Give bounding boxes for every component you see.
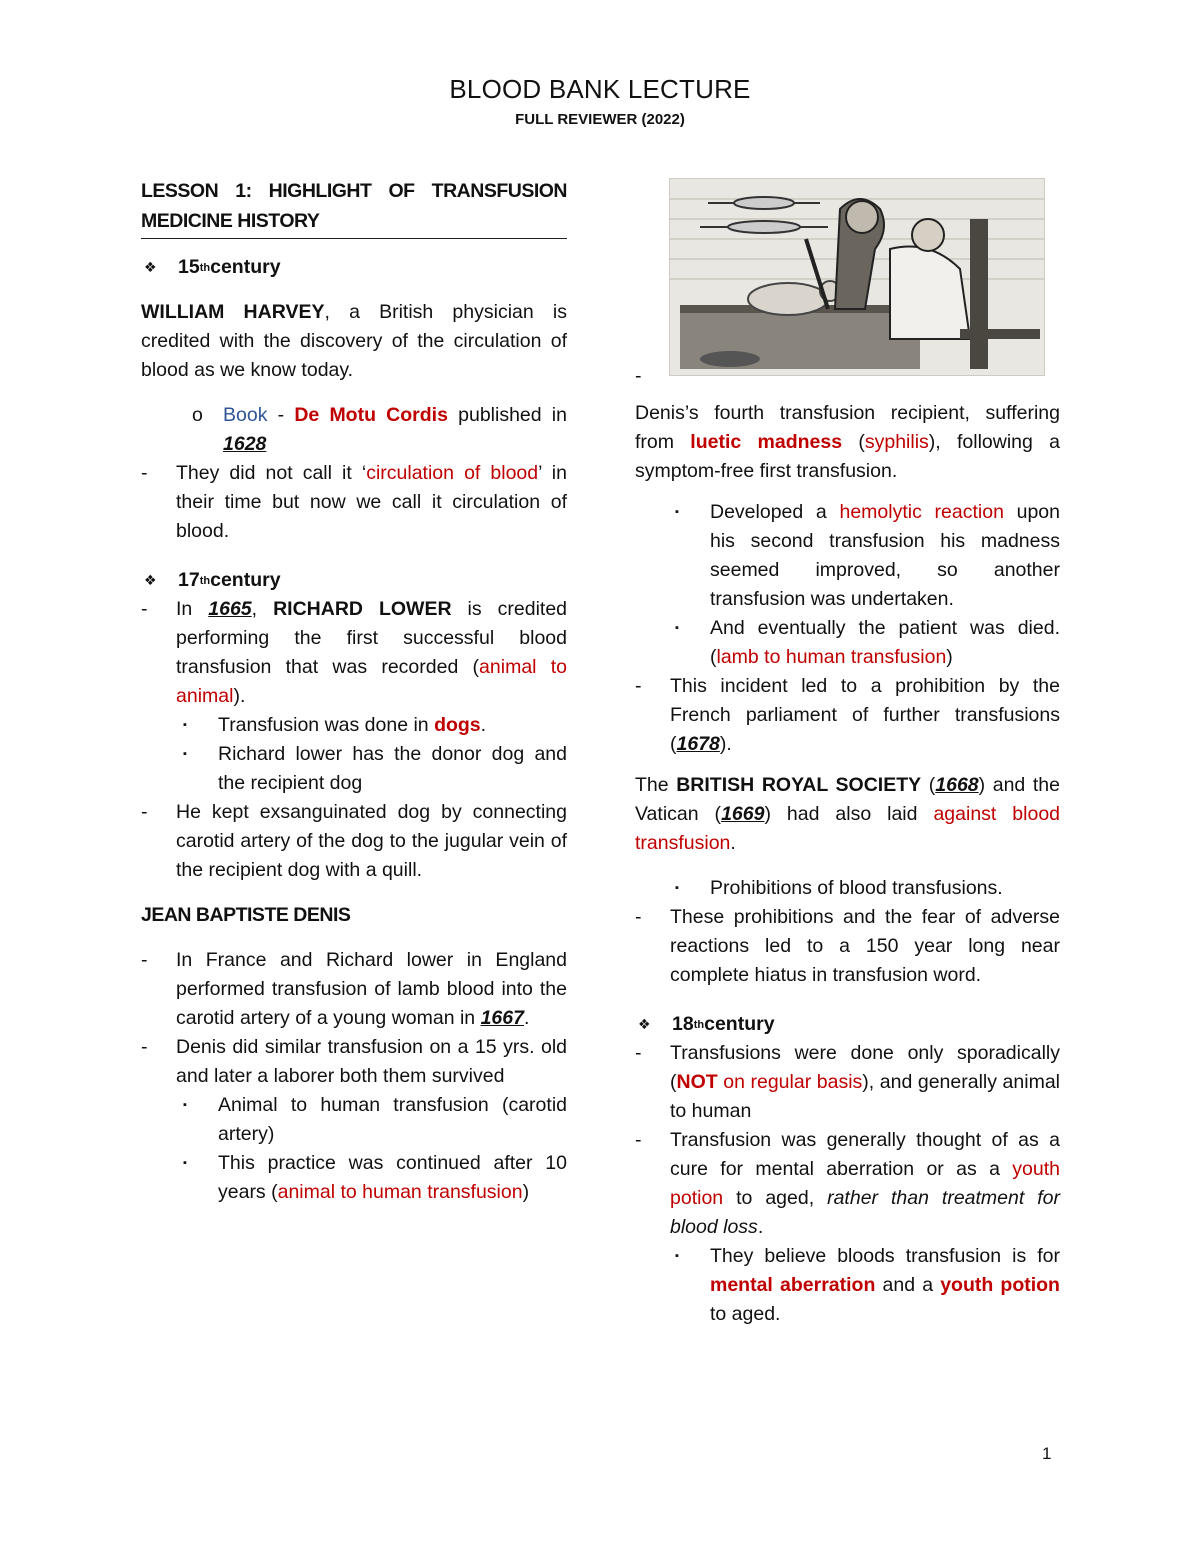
diamond-bullet-icon: ❖ [638, 1016, 651, 1032]
dogs-item [183, 711, 567, 740]
historical-transfusion-illustration [669, 178, 1045, 376]
right-column [635, 176, 1060, 1329]
thought-highlight: youth potion [670, 1158, 1060, 1209]
fear-item [635, 903, 1060, 990]
lower-pre: In [176, 598, 209, 620]
call-item [141, 459, 567, 546]
century-18-heading: ❖ 18 th century [635, 1010, 1060, 1039]
sporadic-item [635, 1039, 1060, 1126]
donor-text: Richard lower has the donor dog and the recipient dog [218, 743, 567, 794]
lower-name: RICHARD LOWER [273, 598, 452, 620]
lower-year: 1665 [208, 598, 252, 620]
incident-text [670, 672, 1060, 759]
book-year: 1628 [223, 433, 267, 455]
engraving-image [670, 179, 1044, 375]
a2h-text: Animal to human transfusion (carotid artery) [218, 1094, 567, 1145]
hemo-pre: Developed a [710, 501, 840, 523]
hemo-post: upon his second transfusion his madness seemed improved, so another transfusion was undertaken. [710, 501, 1060, 610]
call-highlight: circulation of blood [366, 462, 539, 484]
denis-heading: JEAN BAPTISTE DENIS [141, 904, 351, 926]
dogs-highlight: dogs [434, 714, 481, 736]
harvey-text: , a British physician is credited with the discovery of the circulation of blood as we know today. [141, 301, 567, 381]
sporadic-not: NOT [676, 1071, 718, 1093]
practice-post: ) [522, 1181, 530, 1203]
circle-bullet-icon: o [192, 404, 203, 426]
died-post: ) [946, 646, 953, 668]
france-year: 1667 [480, 1007, 524, 1029]
thought-text [670, 1126, 1060, 1242]
dash-bullet-icon: - [635, 675, 642, 697]
page-number: 1 [1042, 1444, 1052, 1463]
dash-bullet-icon: - [141, 598, 148, 620]
book-published: published in [447, 404, 567, 426]
prohib-item [675, 874, 1060, 903]
believe-text [710, 1242, 1060, 1329]
call-text [176, 459, 567, 546]
thought-pre: Transfusion was generally thought of as a cure for mental aberration or as a [670, 1129, 1060, 1180]
believe-item [675, 1242, 1060, 1329]
sporadic-highlight: on regular basis [717, 1071, 863, 1093]
dash-bullet-icon: - [141, 462, 148, 484]
call-post: ’ in their time but now we call it circulation of blood. [176, 462, 567, 542]
fourth-highlight: syphilis [864, 431, 929, 453]
book-label: Book [223, 404, 268, 426]
died-item [675, 614, 1060, 672]
thought-item [635, 1126, 1060, 1242]
book-title: De Motu Cordis [294, 404, 448, 426]
harvey-paragraph [141, 298, 567, 385]
believe-mid: and a [875, 1274, 941, 1296]
france-text [176, 946, 567, 1033]
society-year2: 1669 [721, 803, 765, 825]
document-subtitle: FULL REVIEWER (2022) [515, 111, 685, 128]
believe-highlight-2: youth potion [940, 1274, 1060, 1296]
square-bullet-icon: ▪ [183, 719, 187, 731]
france-pre: In France and Richard lower in England performed transfusion of lamb blood into the carotid artery of a young woman in [176, 949, 567, 1029]
left-column [141, 176, 567, 1207]
image-dash: - [635, 365, 642, 387]
sporadic-post: ), and generally animal to human [670, 1071, 1060, 1122]
dash-bullet-icon: - [635, 906, 642, 928]
thought-mid: to aged, [723, 1187, 828, 1209]
society-year1: 1668 [935, 774, 979, 796]
harvey-name: WILLIAM HARVEY [141, 301, 325, 323]
century-number: 17 [178, 569, 200, 591]
lower-mid: , [251, 598, 274, 620]
died-pre: And eventually the patient was died. ( [710, 617, 1060, 668]
france-item [141, 946, 567, 1033]
thought-italic: rather than treatment for blood loss [670, 1187, 1060, 1238]
book-text [223, 401, 567, 459]
century-number: 18 [672, 1013, 694, 1035]
kept-item [141, 798, 567, 885]
square-bullet-icon: ▪ [675, 882, 679, 894]
dash-bullet-icon: - [141, 801, 148, 823]
society-mid3: ) had also laid [764, 803, 934, 825]
hemo-highlight: hemolytic reaction [839, 501, 1004, 523]
century-word: century [704, 1013, 775, 1035]
dogs-text [218, 711, 567, 740]
a2h-item [183, 1091, 567, 1149]
society-name: BRITISH ROYAL SOCIETY [676, 774, 922, 796]
fourth-mid: ( [842, 431, 865, 453]
century-word: century [210, 569, 281, 591]
society-highlight: against blood transfusion [635, 803, 1061, 854]
fourth-pre: Denis’s fourth transfusion recipient, suffering from [635, 402, 1060, 453]
lower-highlight: animal to animal [176, 656, 568, 707]
lower-post: ). [233, 685, 246, 707]
book-item [192, 401, 567, 459]
incident-pre: This incident led to a prohibition by the French parliament of further transfusions ( [670, 675, 1060, 755]
dash-bullet-icon: - [141, 949, 148, 971]
died-text [710, 614, 1060, 672]
dogs-post: . [480, 714, 487, 736]
practice-text [218, 1149, 567, 1207]
practice-highlight: animal to human transfusion [277, 1181, 523, 1203]
similar-text: Denis did similar transfusion on a 15 yrs. old and later a laborer both them survived [176, 1036, 567, 1087]
practice-pre: This practice was continued after 10 years ( [218, 1152, 567, 1203]
died-highlight: lamb to human transfusion [716, 646, 947, 668]
similar-item [141, 1033, 567, 1091]
century-word: century [210, 256, 281, 278]
society-post: . [730, 832, 736, 854]
believe-pre: They believe bloods transfusion is for [710, 1245, 1060, 1267]
society-pre: The [635, 774, 677, 796]
fourth-post: ), following a symptom-free first transfusion. [635, 431, 1061, 482]
sporadic-text [670, 1039, 1060, 1126]
century-15-heading: ❖ 15 th century [141, 253, 567, 282]
century-17-heading: ❖ 17 th century [141, 566, 567, 595]
lower-text [176, 595, 567, 711]
dogs-pre: Transfusion was done in [218, 714, 435, 736]
sporadic-pre: Transfusions were done only sporadically ( [670, 1042, 1060, 1093]
lower-body: is credited performing the first successful blood transfusion that was recorded ( [176, 598, 568, 678]
square-bullet-icon: ▪ [675, 622, 679, 634]
society-mid2: ) and the Vatican ( [635, 774, 1060, 825]
square-bullet-icon: ▪ [675, 506, 679, 518]
incident-item [635, 672, 1060, 759]
hemo-text [710, 498, 1060, 614]
square-bullet-icon: ▪ [183, 1099, 187, 1111]
dash-bullet-icon: - [635, 1042, 642, 1064]
fourth-highlight-bold: luetic madness [690, 431, 843, 453]
believe-post: to aged. [710, 1303, 781, 1325]
prohib-text: Prohibitions of blood transfusions. [710, 877, 1003, 899]
lesson-heading: LESSON 1: HIGHLIGHT OF TRANSFUSION MEDICINE HISTORY [141, 176, 567, 239]
france-post: . [523, 1007, 530, 1029]
lower-item [141, 595, 567, 711]
incident-post: ). [719, 733, 732, 755]
century-number: 15 [178, 256, 200, 278]
diamond-bullet-icon: ❖ [144, 572, 157, 588]
call-pre: They did not call it ‘ [176, 462, 367, 484]
incident-year: 1678 [676, 733, 720, 755]
fear-text: These prohibitions and the fear of adverse reactions led to a 150 year long near complete hiatus in transfusion word. [670, 906, 1060, 986]
society-paragraph [635, 771, 1060, 858]
document-title: BLOOD BANK LECTURE [449, 74, 751, 104]
book-separator: - [267, 404, 295, 426]
believe-highlight-1: mental aberration [710, 1274, 876, 1296]
practice-item [183, 1149, 567, 1207]
diamond-bullet-icon: ❖ [144, 259, 157, 275]
square-bullet-icon: ▪ [183, 748, 187, 760]
square-bullet-icon: ▪ [675, 1250, 679, 1262]
kept-text: He kept exsanguinated dog by connecting carotid artery of the dog to the jugular vein of the recipient dog with a quill. [176, 801, 567, 881]
fourth-paragraph [635, 399, 1060, 486]
dash-bullet-icon: - [635, 1129, 642, 1151]
donor-item [183, 740, 567, 798]
society-mid1: ( [921, 774, 936, 796]
hemo-item [675, 498, 1060, 614]
dash-bullet-icon: - [141, 1036, 148, 1058]
square-bullet-icon: ▪ [183, 1157, 187, 1169]
thought-post: . [757, 1216, 764, 1238]
